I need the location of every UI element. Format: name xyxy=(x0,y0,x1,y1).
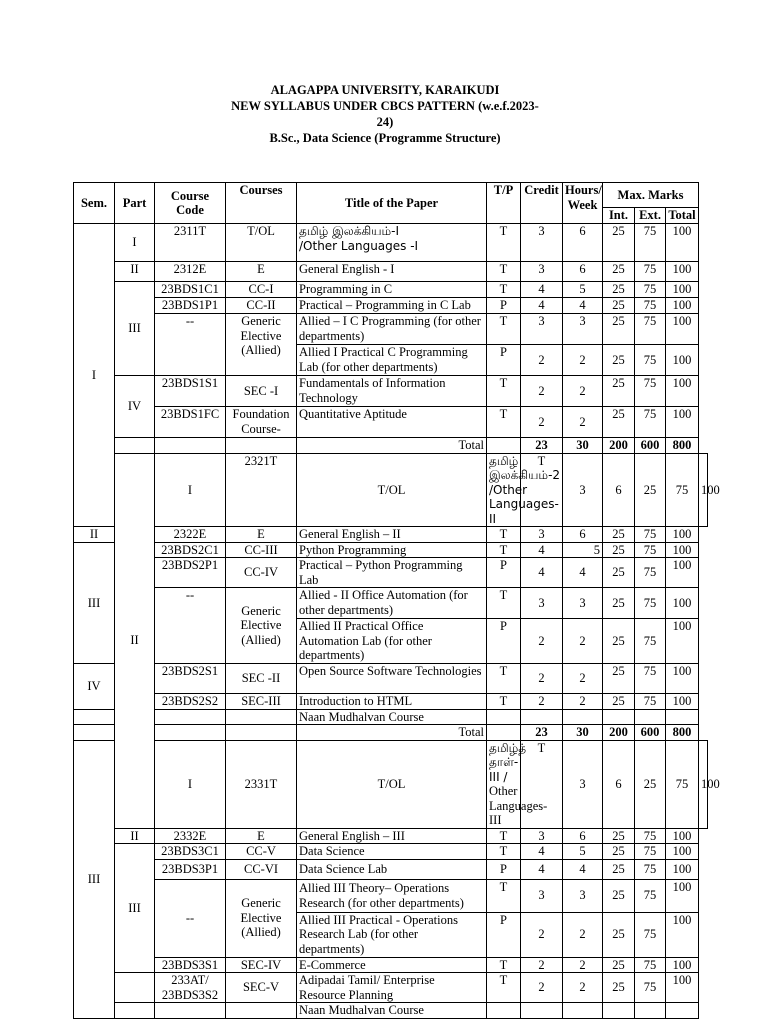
tp-value: P xyxy=(487,558,521,588)
total-value: 100 xyxy=(666,558,699,588)
hours-value: 5 xyxy=(563,844,603,860)
course-code: 2312E xyxy=(155,262,226,282)
int-value: 25 xyxy=(635,740,666,828)
ext-value: 75 xyxy=(635,282,666,298)
table-row xyxy=(74,973,708,1003)
hours-value: 2 xyxy=(563,407,603,438)
credit-value: 3 xyxy=(521,527,563,543)
header-hours: Hours/ Week xyxy=(563,183,603,224)
total-marks: 800 xyxy=(666,438,699,454)
course-code: -- xyxy=(155,314,226,376)
course-code: 23BDS2C1 xyxy=(155,542,226,558)
total-value: 100 xyxy=(666,859,699,879)
credit-value: 2 xyxy=(521,664,563,694)
int-value: 25 xyxy=(603,844,635,860)
hours-value: 3 xyxy=(563,879,603,912)
header-sem: Sem. xyxy=(74,183,115,224)
header-part: Part xyxy=(115,183,155,224)
total-value: 100 xyxy=(666,844,699,860)
hours-value: 3 xyxy=(563,314,603,345)
table-row xyxy=(74,664,708,694)
course-type: CC-II xyxy=(226,298,297,314)
course-type: Generic Elective (Allied) xyxy=(226,588,297,664)
table-row xyxy=(74,709,708,725)
total-value: 100 xyxy=(666,376,699,407)
int-value: 25 xyxy=(603,957,635,973)
total-value: 100 xyxy=(666,694,699,710)
credit-value: 4 xyxy=(521,282,563,298)
ext-value: 75 xyxy=(635,376,666,407)
hours-value: 6 xyxy=(563,262,603,282)
part-label: I xyxy=(155,453,226,527)
credit-value: 2 xyxy=(521,912,563,957)
credit-value: 3 xyxy=(563,740,603,828)
tp-value: P xyxy=(487,859,521,879)
credit-value: 3 xyxy=(521,224,563,262)
ext-value: 75 xyxy=(635,224,666,262)
hours-value: 2 xyxy=(563,912,603,957)
int-value: 25 xyxy=(603,828,635,844)
part-label: IV xyxy=(115,376,155,438)
course-type: Generic Elective (Allied) xyxy=(226,879,297,957)
table-row xyxy=(74,527,708,543)
credit-value: 4 xyxy=(521,859,563,879)
hours-value: 2 xyxy=(563,957,603,973)
course-code: 23BDS3P1 xyxy=(155,859,226,879)
ext-value: 75 xyxy=(635,407,666,438)
sem-label: I xyxy=(74,224,115,527)
paper-title: General English - I xyxy=(297,262,487,282)
ext-value: 75 xyxy=(635,345,666,376)
table-row xyxy=(74,298,708,314)
course-type: Generic Elective (Allied) xyxy=(226,314,297,376)
course-code: 2321T xyxy=(226,453,297,527)
ext-value: 75 xyxy=(635,973,666,1003)
course-type: E xyxy=(226,262,297,282)
course-code: 23BDS3S1 xyxy=(155,957,226,973)
header-course-code: Course Code xyxy=(155,183,226,224)
credit-value: 4 xyxy=(521,542,563,558)
paper-title: Naan Mudhalvan Course xyxy=(297,709,487,725)
total-value: 100 xyxy=(666,542,699,558)
tp-value: T xyxy=(487,844,521,860)
total-value: 100 xyxy=(666,314,699,345)
course-code: 23BDS3C1 xyxy=(155,844,226,860)
total-row xyxy=(74,438,708,454)
ext-value: 75 xyxy=(666,740,699,828)
total-label: Total xyxy=(297,725,487,741)
tp-value: T xyxy=(487,664,521,694)
hours-value: 6 xyxy=(563,828,603,844)
tp-value: P xyxy=(487,345,521,376)
total-row xyxy=(74,725,708,741)
total-value: 100 xyxy=(666,664,699,694)
table-row xyxy=(74,262,708,282)
paper-title: Allied II Practical Office Automation Lab (for other departments) xyxy=(297,619,487,664)
total-value: 100 xyxy=(666,588,699,619)
hours-value: 6 xyxy=(563,527,603,543)
course-code: 23BDS1FC xyxy=(155,407,226,438)
total-value: 100 xyxy=(666,282,699,298)
paper-title: Python Programming xyxy=(297,542,487,558)
tp-value: T xyxy=(487,694,521,710)
int-value: 25 xyxy=(603,298,635,314)
ext-value: 75 xyxy=(635,912,666,957)
course-code: 2311T xyxy=(155,224,226,262)
tp-value: P xyxy=(487,298,521,314)
course-type: CC-V xyxy=(226,844,297,860)
paper-title: தமிழ் இலக்கியம்-I /Other Languages -I xyxy=(297,224,487,262)
part-label: II xyxy=(74,527,115,543)
part-label: IV xyxy=(74,664,115,710)
paper-title: E-Commerce xyxy=(297,957,487,973)
table-row xyxy=(74,588,708,619)
ext-value: 75 xyxy=(635,828,666,844)
ext-value: 75 xyxy=(635,298,666,314)
hours-value: 4 xyxy=(563,859,603,879)
tp-value: T xyxy=(521,453,563,527)
part-label: I xyxy=(155,740,226,828)
syllabus-year: 24) xyxy=(376,115,394,129)
table-row xyxy=(74,844,708,860)
course-code: 23BDS2S2 xyxy=(155,694,226,710)
int-value: 25 xyxy=(603,262,635,282)
document-heading xyxy=(230,82,540,146)
table-row xyxy=(74,453,708,527)
header-title: Title of the Paper xyxy=(297,183,487,224)
ext-value: 75 xyxy=(635,957,666,973)
int-value: 25 xyxy=(603,912,635,957)
tp-value: T xyxy=(487,973,521,1003)
header-int: Int. xyxy=(603,208,635,224)
credit-value: 3 xyxy=(521,314,563,345)
total-value: 100 xyxy=(666,527,699,543)
total-hours: 30 xyxy=(563,725,603,741)
hours-value: 2 xyxy=(563,376,603,407)
int-value: 25 xyxy=(603,973,635,1003)
ext-value: 75 xyxy=(635,859,666,879)
tp-value: T xyxy=(487,314,521,345)
header-credit: Credit xyxy=(521,183,563,224)
hours-value: 6 xyxy=(603,453,635,527)
course-code: -- xyxy=(155,879,226,957)
paper-title: Naan Mudhalvan Course xyxy=(297,1003,487,1019)
table-row xyxy=(74,542,708,558)
paper-title: General English – II xyxy=(297,527,487,543)
table-row xyxy=(74,282,708,298)
paper-title: Programming in C xyxy=(297,282,487,298)
sem-label: II xyxy=(115,453,155,828)
table-row xyxy=(74,1003,708,1019)
total-value: 100 xyxy=(666,973,699,1003)
header-max-marks: Max. Marks xyxy=(603,183,699,208)
tp-value: T xyxy=(487,282,521,298)
total-value: 100 xyxy=(666,262,699,282)
course-type: SEC-III xyxy=(226,694,297,710)
total-value: 100 xyxy=(666,407,699,438)
credit-value: 4 xyxy=(521,844,563,860)
sem-label: III xyxy=(74,740,115,1018)
tp-value: T xyxy=(487,542,521,558)
hours-value: 5 xyxy=(563,542,603,558)
syllabus-line: NEW SYLLABUS UNDER CBCS PATTERN (w.e.f.2023- xyxy=(231,99,539,113)
course-code: 2322E xyxy=(155,527,226,543)
int-value: 25 xyxy=(603,376,635,407)
paper-title: Allied III Theory– Operations Research (for other departments) xyxy=(297,879,487,912)
course-code: 2332E xyxy=(155,828,226,844)
credit-value: 2 xyxy=(521,694,563,710)
hours-value: 4 xyxy=(563,558,603,588)
total-hours: 30 xyxy=(563,438,603,454)
ext-value: 75 xyxy=(666,453,699,527)
course-type: SEC -II xyxy=(226,664,297,694)
course-type: E xyxy=(226,527,297,543)
ext-value: 75 xyxy=(635,619,666,664)
credit-value: 2 xyxy=(521,619,563,664)
total-value: 100 xyxy=(666,828,699,844)
university-name: ALAGAPPA UNIVERSITY, KARAIKUDI xyxy=(270,83,500,97)
credit-value: 3 xyxy=(563,453,603,527)
ext-value: 75 xyxy=(635,664,666,694)
credit-value: 2 xyxy=(521,973,563,1003)
total-value: 100 xyxy=(666,957,699,973)
int-value: 25 xyxy=(603,558,635,588)
table-row xyxy=(74,407,708,438)
total-value: 100 xyxy=(666,619,699,664)
hours-value: 2 xyxy=(563,345,603,376)
ext-value: 75 xyxy=(635,542,666,558)
total-label: Total xyxy=(297,438,487,454)
credit-value: 4 xyxy=(521,558,563,588)
total-int: 200 xyxy=(603,725,635,741)
total-value: 100 xyxy=(699,740,708,828)
int-value: 25 xyxy=(603,527,635,543)
int-value: 25 xyxy=(603,282,635,298)
hours-value: 2 xyxy=(563,973,603,1003)
tp-value: T xyxy=(487,262,521,282)
paper-title: Data Science xyxy=(297,844,487,860)
total-value: 100 xyxy=(666,345,699,376)
credit-value: 3 xyxy=(521,879,563,912)
hours-value: 6 xyxy=(603,740,635,828)
paper-title: தமிழ் இலக்கியம்-2 /Other Languages-II xyxy=(487,453,521,527)
table-row xyxy=(74,558,708,588)
course-type: T/OL xyxy=(297,453,487,527)
paper-title: Data Science Lab xyxy=(297,859,487,879)
tp-value: T xyxy=(487,407,521,438)
part-label: III xyxy=(115,282,155,376)
tp-value: T xyxy=(487,588,521,619)
course-type: CC-III xyxy=(226,542,297,558)
credit-value: 4 xyxy=(521,298,563,314)
paper-title: Introduction to HTML xyxy=(297,694,487,710)
ext-value: 75 xyxy=(635,262,666,282)
ext-value: 75 xyxy=(635,527,666,543)
course-type: SEC-V xyxy=(226,973,297,1003)
credit-value: 2 xyxy=(521,407,563,438)
int-value: 25 xyxy=(603,224,635,262)
table-row xyxy=(74,859,708,879)
paper-title: Open Source Software Technologies xyxy=(297,664,487,694)
header-courses: Courses xyxy=(226,183,297,224)
tp-value: P xyxy=(487,912,521,957)
hours-value: 2 xyxy=(563,664,603,694)
hours-value: 2 xyxy=(563,619,603,664)
total-value: 100 xyxy=(666,879,699,912)
total-credit: 23 xyxy=(521,438,563,454)
part-label: III xyxy=(74,542,115,664)
part-label: III xyxy=(115,844,155,973)
part-label: I xyxy=(115,224,155,262)
total-ext: 600 xyxy=(635,438,666,454)
programme-structure-table xyxy=(73,182,720,1019)
total-value: 100 xyxy=(666,912,699,957)
tp-value: T xyxy=(487,376,521,407)
int-value: 25 xyxy=(603,859,635,879)
course-type: SEC -I xyxy=(226,376,297,407)
tp-value: T xyxy=(487,527,521,543)
paper-title: Allied - II Office Automation (for other departments) xyxy=(297,588,487,619)
int-value: 25 xyxy=(603,619,635,664)
total-int: 200 xyxy=(603,438,635,454)
ext-value: 75 xyxy=(635,694,666,710)
total-value: 100 xyxy=(666,298,699,314)
credit-value: 2 xyxy=(521,345,563,376)
course-type: CC-VI xyxy=(226,859,297,879)
tp-value: T xyxy=(487,224,521,262)
table-row xyxy=(74,828,708,844)
credit-value: 3 xyxy=(521,828,563,844)
int-value: 25 xyxy=(603,542,635,558)
course-code: 233AT/ 23BDS3S2 xyxy=(155,973,226,1003)
course-type: T/OL xyxy=(297,740,487,828)
header-ext: Ext. xyxy=(635,208,666,224)
header-tp: T/P xyxy=(487,183,521,224)
paper-title: Allied I Practical C Programming Lab (for other departments) xyxy=(297,345,487,376)
paper-title: General English – III xyxy=(297,828,487,844)
hours-value: 4 xyxy=(563,298,603,314)
part-label: II xyxy=(115,262,155,282)
header-total: Total xyxy=(666,208,699,224)
paper-title: Adipadai Tamil/ Enterprise Resource Planning xyxy=(297,973,487,1003)
paper-title: Quantitative Aptitude xyxy=(297,407,487,438)
course-code: 23BDS1S1 xyxy=(155,376,226,407)
course-code: 23BDS1C1 xyxy=(155,282,226,298)
paper-title: Practical – Python Programming Lab xyxy=(297,558,487,588)
int-value: 25 xyxy=(603,314,635,345)
hours-value: 3 xyxy=(563,588,603,619)
paper-title: Fundamentals of Information Technology xyxy=(297,376,487,407)
table-row xyxy=(74,376,708,407)
ext-value: 75 xyxy=(635,558,666,588)
course-code: 23BDS2S1 xyxy=(155,664,226,694)
credit-value: 3 xyxy=(521,262,563,282)
course-type: E xyxy=(226,828,297,844)
ext-value: 75 xyxy=(635,588,666,619)
int-value: 25 xyxy=(603,879,635,912)
total-ext: 600 xyxy=(635,725,666,741)
int-value: 25 xyxy=(603,694,635,710)
paper-title: Allied III Practical - Operations Research Lab (for other departments) xyxy=(297,912,487,957)
part-label: II xyxy=(115,828,155,844)
course-code: 23BDS1P1 xyxy=(155,298,226,314)
table-row xyxy=(74,224,708,262)
int-value: 25 xyxy=(635,453,666,527)
course-type: T/OL xyxy=(226,224,297,262)
int-value: 25 xyxy=(603,664,635,694)
course-type: Foundation Course- xyxy=(226,407,297,438)
course-type: CC-IV xyxy=(226,558,297,588)
ext-value: 75 xyxy=(635,879,666,912)
course-code: -- xyxy=(155,588,226,664)
course-code: 23BDS2P1 xyxy=(155,558,226,588)
paper-title: தமிழ்த் தாள்-III / Other Languages-III xyxy=(487,740,521,828)
credit-value: 3 xyxy=(521,588,563,619)
int-value: 25 xyxy=(603,345,635,376)
credit-value: 2 xyxy=(521,376,563,407)
table-row xyxy=(74,314,708,345)
paper-title: Allied – I C Programming (for other departments) xyxy=(297,314,487,345)
hours-value: 2 xyxy=(563,694,603,710)
tp-value: P xyxy=(487,619,521,664)
paper-title: Practical – Programming in C Lab xyxy=(297,298,487,314)
tp-value: T xyxy=(487,828,521,844)
ext-value: 75 xyxy=(635,844,666,860)
table-row xyxy=(74,694,708,710)
course-code: 2331T xyxy=(226,740,297,828)
table-row xyxy=(74,957,708,973)
course-type: SEC-IV xyxy=(226,957,297,973)
int-value: 25 xyxy=(603,407,635,438)
total-value: 100 xyxy=(699,453,708,527)
total-marks: 800 xyxy=(666,725,699,741)
total-value: 100 xyxy=(666,224,699,262)
tp-value: T xyxy=(487,879,521,912)
tp-value: T xyxy=(521,740,563,828)
hours-value: 5 xyxy=(563,282,603,298)
table-row xyxy=(74,879,708,912)
tp-value: T xyxy=(487,957,521,973)
programme-title: B.Sc., Data Science (Programme Structure) xyxy=(269,131,501,145)
total-credit: 23 xyxy=(521,725,563,741)
course-type: CC-I xyxy=(226,282,297,298)
table-row xyxy=(74,740,708,828)
credit-value: 2 xyxy=(521,957,563,973)
hours-value: 6 xyxy=(563,224,603,262)
ext-value: 75 xyxy=(635,314,666,345)
int-value: 25 xyxy=(603,588,635,619)
